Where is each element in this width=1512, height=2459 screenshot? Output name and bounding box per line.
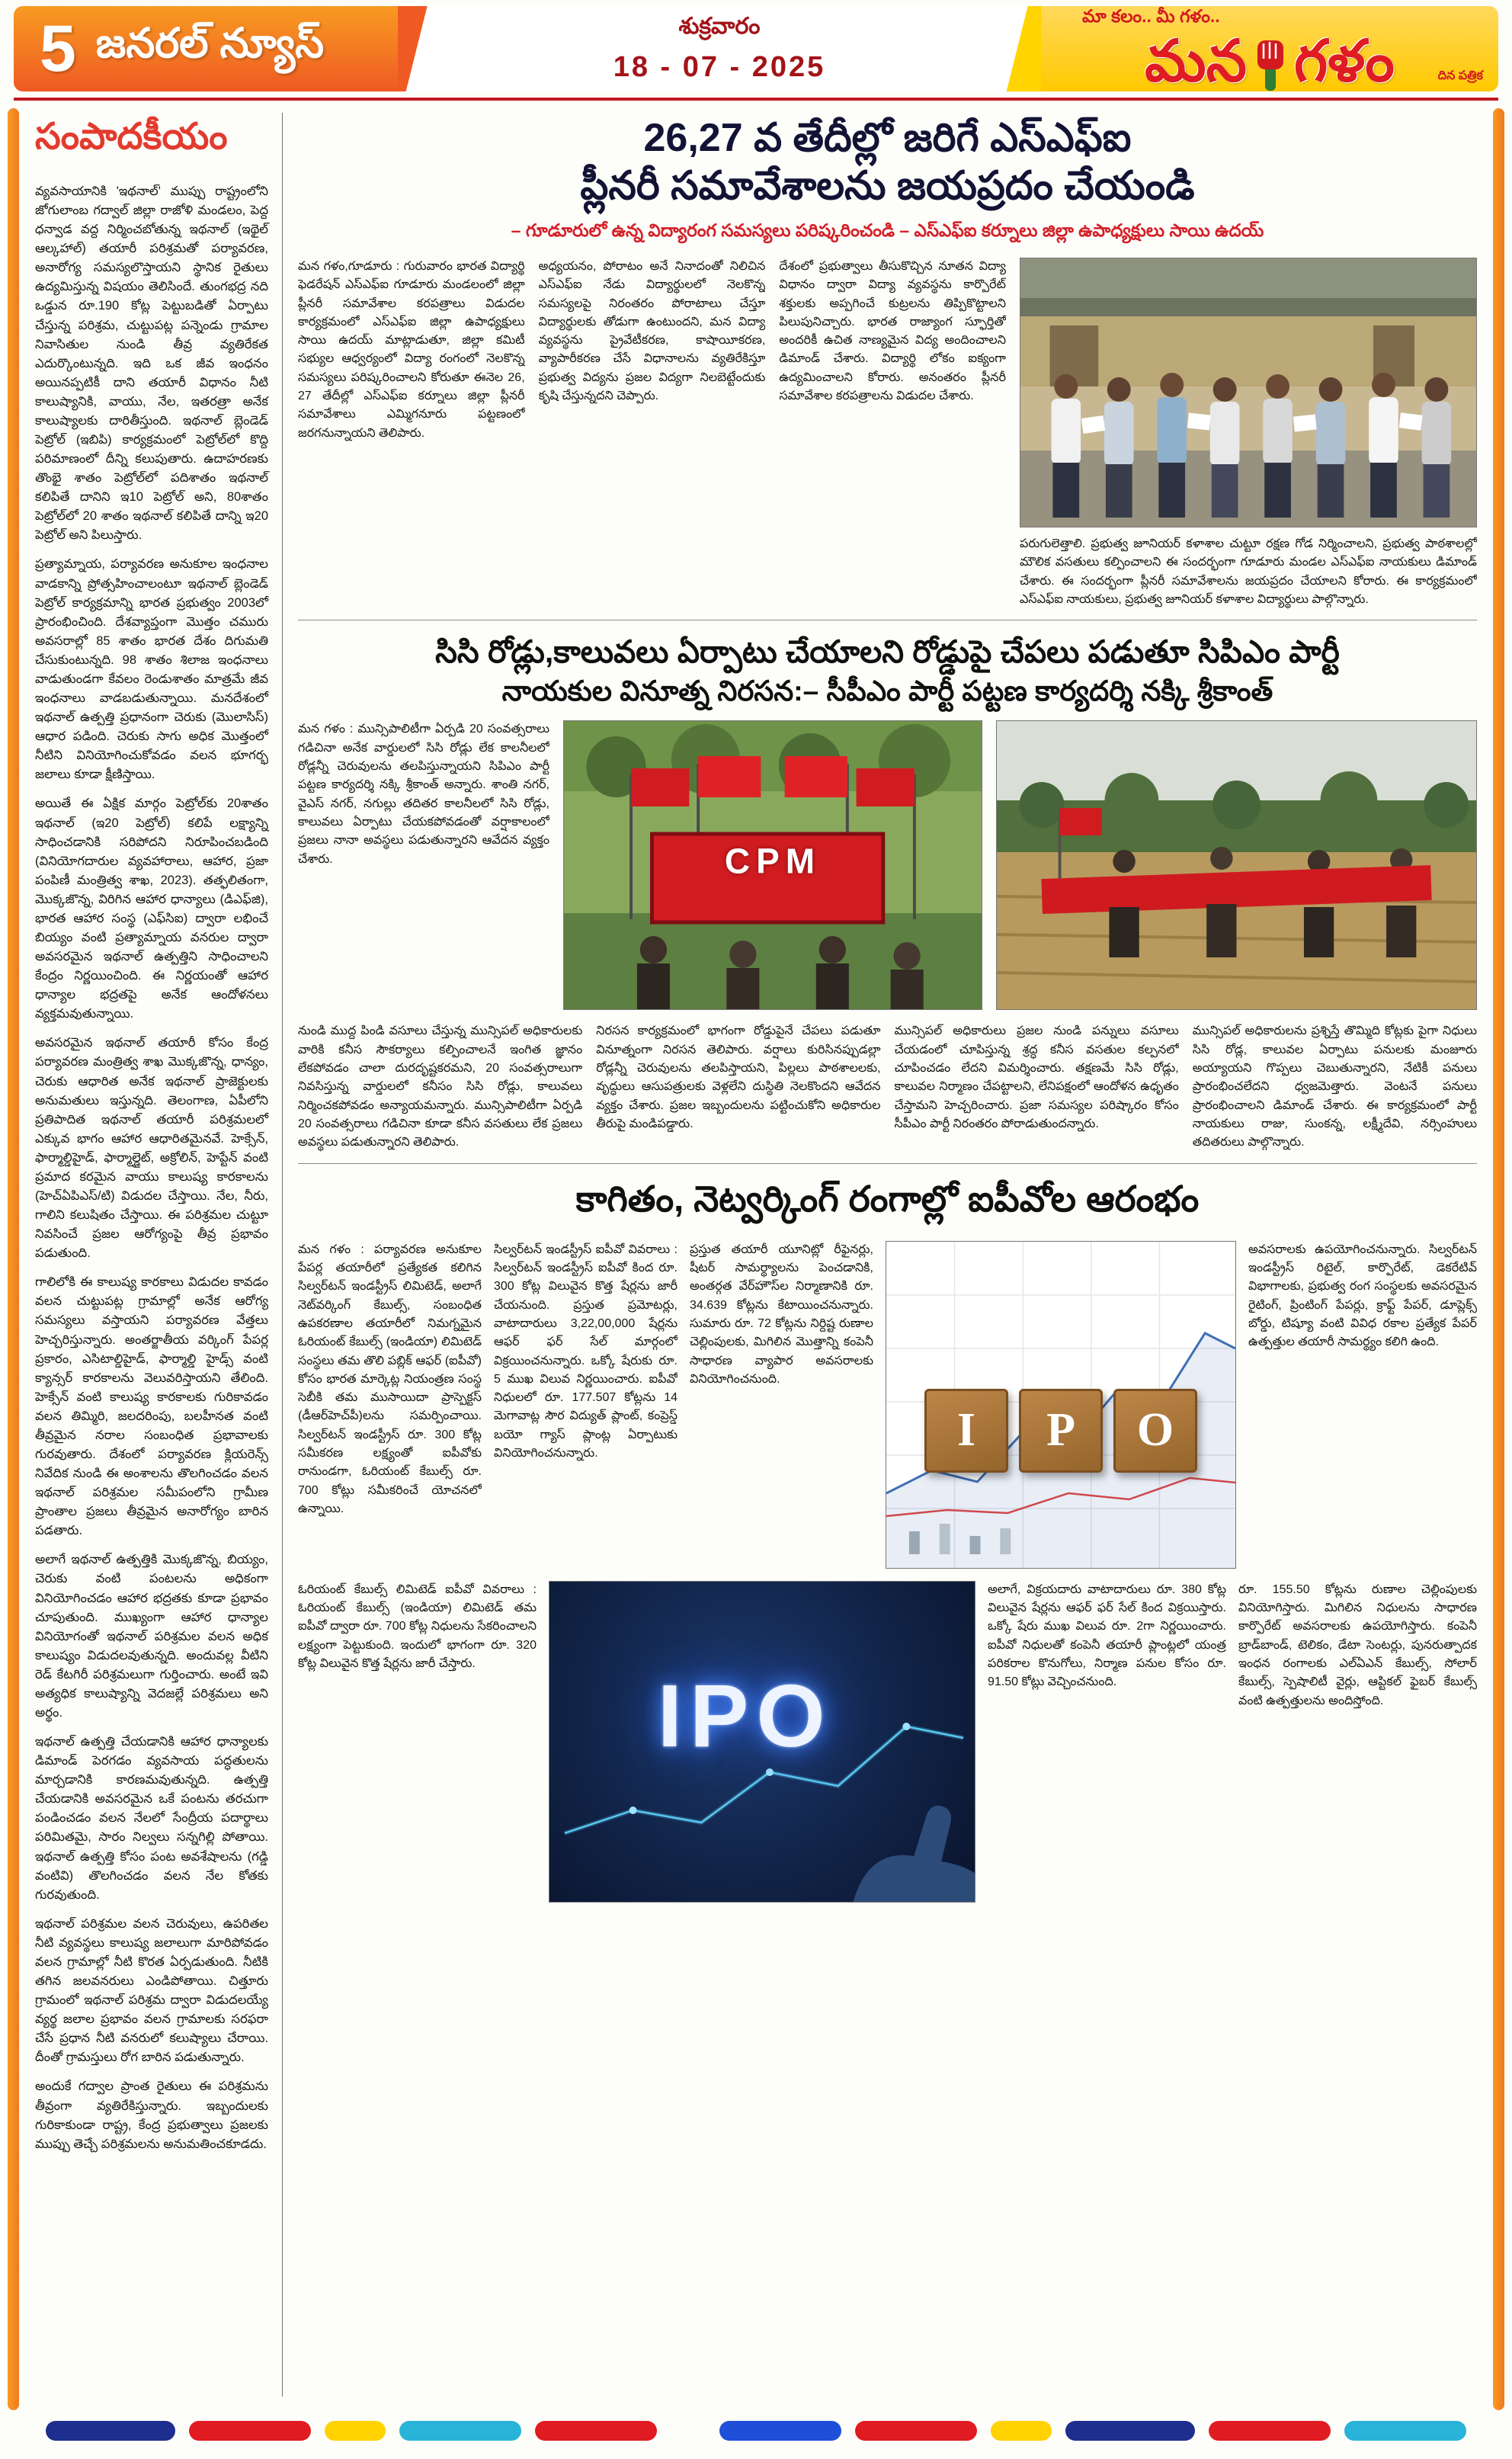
footer-color-bar — [325, 2421, 386, 2441]
weekday-label: శుక్రవారం — [678, 14, 761, 39]
footer-right-pills — [719, 2421, 1466, 2441]
story-divider — [298, 1163, 1477, 1164]
story2-bottom-row — [298, 1022, 1477, 1152]
ipo-letter-blocks — [924, 1389, 1197, 1473]
editorial-paragraph: గాలిలోకి ఈ కాలుష్య కారకాలు విడుదల కావడం వలన చుట్టుపట్ల గ్రామాల్లో అనేక ఆరోగ్య సమస్యలు వస్తాయని పర్యావరణ వేత్తలు హెచ్చరిస్తున్నారు. అంతర్జాతీయ వర్కింగ్ పేపర్ల ప్రకారం, ఎసిటాల్డిహైడ్, ఫార్మాల్డి హైడ్స్ వంటి క్యాన్సర్ కారకాలను వెలువరిస్తాయని తేలింది. హెక్సేన్ వంటి కాలుష్య కారకాలకు గురికావడం వలన తిమ్మిరి, జలదరింపు, బలహీనత వంటి తీవ్రమైన నరాల సంబంధిత ప్రభావాలకు గురవుతారు. దేశంలో పర్యావరణ క్లియరెన్స్ నివేదిక నుండి ఈ అంశాలను తొలగించడం వలన ఇథనాల్ పరిశ్రమల సమీపంలోని గ్రామీణ ప్రాంతాల ప్రజలు తీవ్రమైన అనారోగ్యం బారిన పడతారు. — [35, 1275, 268, 1538]
left-edge-bar — [8, 108, 19, 2410]
header-divider — [998, 6, 1041, 91]
block-letter: O — [1136, 1404, 1174, 1457]
footer-color-bar — [855, 2421, 977, 2441]
editorial-column — [35, 113, 283, 2396]
section-title: జనరల్ న్యూస్ — [95, 21, 325, 66]
body-column: దేశంలో ప్రభుత్వాలు తీసుకొచ్చిన నూతన విద్యా విధానం ద్వారా విద్యా వ్యవస్థను కార్పొరేట్ శక్తులకు అప్పగించే కుట్రలను తిప్పికొట్టాలని పిలుపునిచ్చారు. భారత రాజ్యాంగ స్ఫూర్తితో అందరికీ ఉచిత నాణ్యమైన విద్య అందించాలని డిమాండ్ చేశారు. విద్యార్థి లోకం ఐక్యంగా ఉద్యమించాలని కోరారు. అనంతరం ప్లీనరీ సమావేశాల కరపత్రాలను విడుదల చేశారు. — [779, 259, 1006, 403]
right-edge-bar — [1493, 108, 1504, 2410]
footer-color-bar — [991, 2421, 1052, 2441]
footer-color-bar — [1209, 2421, 1331, 2441]
story-cpm-protest — [298, 631, 1477, 1153]
editorial-paragraph: అయితే ఈ ఏక్షిక మార్గం పెట్రోల్‌కు 20శాతం ఇథనాల్ (ఇ20 పెట్రోల్) కలిపే లక్ష్యాన్ని సాధించడానికి సరిపోదని నిరూపించబడింది (వినియోగదారుల వ్యవహారాలు, ఆహార, ప్రజా పంపిణీ మంత్రిత్వ శాఖ, 2023). తత్ఫలితంగా, మొక్కజొన్న, విరిగిన ఆహార ధాన్యాలు (డిఎఫ్‌జి), భారత ఆహార సంస్థ (ఎఫ్‌సిఐ) ద్వారా లభించే బియ్యం వంటి ప్రత్యామ్నాయ వనరుల ద్వారా అవసరమైన ఇథనాల్ ఉత్పత్తిని సాధించాలని కేంద్రం నిర్ణయించింది. ఈ నిర్ణయంతో ఆహార ధాన్యాల భద్రతపై అనేక ఆందోళనలు వ్యక్తమవుతున్నాయి. — [35, 797, 268, 1021]
body-column: అధ్యయనం, పోరాటం అనే నినాదంతో నిలిచిన ఎస్ఎఫ్ఐ నేడు విద్యార్థులలో నెలకొన్న సమస్యలపై నిరంతరం పోరాటాలు చేస్తూ విద్యార్థులకు తోడుగా ఉంటుందని, మన విద్యా వ్యవస్థను ప్రైవేటీకరణ, కాషాయీకరణ, వ్యాపారీకరణ చేసే విధానాలను వ్యతిరేకిస్తూ ప్రభుత్వ విద్యను ప్రజల విద్యగా నిలబెట్టేందుకు కృషి చేస్తున్నదని చెప్పారు. — [538, 259, 766, 403]
ipo-glow-photo — [549, 1581, 975, 1903]
story3-headline: కాగితం, నెట్వర్కింగ్ రంగాల్లో ఐపీవోల ఆరంభం — [575, 1178, 1200, 1219]
story2-headline-line2: నాయకుల వినూత్న నిరసన:– సీపీఎం పార్టీ పట్టణ కార్యదర్శి నక్కి శ్రీకాంత్ — [501, 675, 1273, 707]
story3-bottom-row — [298, 1581, 1477, 1903]
field-banner-protest-photo — [996, 720, 1477, 1010]
letter-block — [924, 1389, 1008, 1473]
header-divider — [398, 6, 440, 91]
footer-color-bar — [399, 2421, 521, 2441]
block-letter: P — [1046, 1404, 1075, 1457]
story2-headline-line1: సిసి రోడ్లు,కాలువలు ఏర్పాటు చేయాలని రోడ్డుపై చేపలు పడుతూ సిపిఎం పార్టీ — [435, 634, 1340, 670]
date-label: 18 - 07 - 2025 — [613, 51, 826, 83]
body-column: మున్సిపల్ అధికారులు ప్రజల నుండి పన్నులు వసూలు చేయడంలో చూపిస్తున్న శ్రద్ధ కనీస వసతుల కల్పనలో చూపించడం లేదని విమర్శించారు. తక్షణమే సిసి రోడ్లు, కాలువల నిర్మాణం చేపట్టాలని, లేనిపక్షంలో ఆందోళన ఉధృతం చేస్తామని హెచ్చరించారు. ప్రజా సమస్యల పరిష్కారం కోసం సీపీఎం పార్టీ నిరంతరం పోరాడుతుందన్నారు. — [894, 1024, 1179, 1131]
masthead-tagline: మా కలం.. మీ గళం.. — [1082, 6, 1220, 26]
photo-illustration — [997, 721, 1476, 1009]
body-column: నుండి ముద్ద పిండి వసూలు చేస్తున్న మున్సిపల్ అధికారులకు వారికి కనీస సౌకర్యాలు కల్పించాలనే ఇంగిత జ్ఞానం లేకపోవడం చాలా దురదృష్టకరమని, 20 సంవత్సరాలుగా నివసిస్తున్న వార్డులలో కనీసం సిసి రోడ్లు, కాలువలు నిర్మించకపోవడం అన్యాయమన్నారు. మున్సిపాలిటీగా ఏర్పడి 20 సంవత్సరాలు గడిచినా కూడా కనీస వసతులు లేక ప్రజలు అవస్థలు పడుతున్నారని తెలిపారు. — [298, 1024, 583, 1149]
page-header — [14, 6, 1498, 91]
story1-headline-line1: 26,27 వ తేదీల్లో జరిగే ఎస్ఎఫ్ఐ — [643, 116, 1132, 160]
stories-area — [298, 113, 1477, 2396]
body-column: మన గళం,గూడూరు : గురువారం భారత విద్యార్థి ఫెడరేషన్ ఎస్ఎఫ్ఐ గూడూరు మండలంలో జిల్లా ప్లీనరీ సమావేశాల కరపత్రాలు విడుదల కార్యక్రమంలో ఎస్ఎఫ్ఐ జిల్లా ఉపాధ్యక్షులు సాయి ఉదయ్ మాట్లాడుతూ, జిల్లా కమిటీ సభ్యుల ఆధ్వర్యంలో విద్యా రంగంలో నెలకొన్న సమస్యలు పరిష్కరించాలని కోరుతూ ఈనెల 26, 27 తేదీల్లో ఎస్ఎఫ్ఐ కర్నూలు జిల్లా ప్లీనరీ సమావేశాలు ఎమ్మిగనూరు పట్టణంలో జరగనున్నాయని తెలిపారు. — [298, 259, 525, 440]
body-column: ఓరియంట్ కేబుల్స్ లిమిటెడ్ ఐపీవో వివరాలు : ఓరియంట్ కేబుల్స్ (ఇండియా) లిమిటెడ్ తమ ఐపీవో ద్వారా రూ. 700 కోట్ల నిధులను సేకరించాలని లక్ష్యంగా పెట్టుకుంది. ఇందులో భాగంగా రూ. 320 కోట్ల విలువైన కొత్త షేర్లను జారీ చేస్తారు. — [298, 1582, 537, 1670]
ipo-wooden-blocks-photo — [886, 1241, 1236, 1569]
story1-photo-block — [1020, 258, 1477, 609]
photo-illustration — [1020, 258, 1476, 527]
masthead-subtitle: దిన పత్రిక — [1437, 69, 1483, 82]
cpm-banner-text: CPM — [724, 842, 822, 882]
body-column: పరుగులెత్తాలి. ప్రభుత్వ జూనియర్ కళాశాల చుట్టూ రక్షణ గోడ నిర్మించాలని, ప్రభుత్వ పాఠశాలల్లో మౌలిక వసతులు కల్పించాలని ఈ సందర్భంగా గూడూరు మండల ఎస్ఎఫ్ఐ నాయకులు డిమాండ్ చేశారు. ఈ సందర్భంగా ప్లీనరీ సమావేశాలను జయప్రదం చేయాలని కోరారు. ఈ కార్యక్రమంలో ఎస్ఎఫ్ఐ నాయకులు, ప్రభుత్వ జూనియర్ కళాశాల విద్యార్థులు పాల్గొన్నారు. — [1019, 537, 1477, 606]
body-column: మన గళం : పర్యావరణ అనుకూల పేపర్ల తయారీలో ప్రత్యేకత కలిగిన సిల్వర్‌టన్ ఇండస్ట్రీస్ లిమిటెడ్, అలాగే నెట్‌వర్కింగ్ కేబుల్స్, సంబంధిత ఉపకరణాల తయారీలో నిమగ్నమైన ఓరియంట్ కేబుల్స్ (ఇండియా) లిమిటెడ్ సంస్థలు తమ తొలి పబ్లిక్ ఆఫర్ (ఐపీవో) కోసం భారత మార్కెట్ల నియంత్రణ సంస్థ సెబీకి తమ ముసాయిదా ప్రాస్పెక్టస్ (డీఆర్‌హెచ్‌పీ)లను సమర్పించాయి. సిల్వర్‌టన్ ఇండస్ట్రీస్ రూ. 300 కోట్ల సమీకరణ లక్ష్యంతో ఐపీవోకు రానుండగా, ఓరియంట్ కేబుల్స్ రూ. 700 కోట్లు సమీకరించే యోచనలో ఉన్నాయి. — [298, 1242, 482, 1516]
masthead-brand — [1145, 29, 1395, 92]
header-rule — [14, 98, 1498, 101]
cpm-flags-photo — [563, 720, 982, 1010]
page-content — [35, 113, 1477, 2396]
editorial-title: సంపాదకీయం — [35, 117, 228, 157]
story-sfi-plenary — [298, 113, 1477, 609]
body-column: సిల్వర్‌టన్ ఇండస్ట్రీస్ ఐపీవో వివరాలు : సిల్వర్‌టన్ ఇండస్ట్రీస్ ఐపీవో కింద రూ. 300 కోట్ల విలువైన కొత్త షేర్లను జారీ చేయనుంది. ప్రస్తుత ప్రమోటర్లు, వాటాదారులు 3,22,00,000 షేర్లను ఆఫర్ ఫర్ సేల్ మార్గంలో విక్రయించనున్నారు. ఒక్కో షేరుకు రూ. 5 ముఖ విలువ నిర్ణయించారు. ఐపీవో నిధులలో రూ. 177.507 కోట్లను 14 మెగావాట్ల సౌర విద్యుత్ ప్లాంట్, కంప్రెస్డ్ బయో గ్యాస్ ప్లాంట్ల ఏర్పాటుకు వినియోగించనున్నారు. — [494, 1242, 678, 1460]
page-number: 5 — [40, 12, 76, 85]
body-column: అలాగే, విక్రయదారు వాటాదారులు రూ. 380 కోట్ల విలువైన షేర్లను ఆఫర్ ఫర్ సేల్ కింద విక్రయిస్తారు. ఒక్కో షేరు ముఖ విలువ రూ. 2గా నిర్ణయించారు. ఐపీవో నిధులతో కంపెనీ తయారీ ప్లాంట్లలో యంత్ర పరికరాల కొనుగోలు, నిర్మాణ పనుల కోసం రూ. 91.50 కోట్లు వెచ్చించనుంది. — [988, 1582, 1226, 1689]
footer-color-bar — [719, 2421, 841, 2441]
editorial-paragraph: అందుకే గద్వాల ప్రాంత రైతులు ఈ పరిశ్రమను తీవ్రంగా వ్యతిరేకిస్తున్నారు. ఇబ్బందులకు గురికాకుండా రాష్ట్ర, కేంద్ర ప్రభుత్వాలు ప్రజలకు ముప్పు తెచ్చే పరిశ్రమలను అనుమతించకూడదు. — [35, 2079, 268, 2151]
brand-word-right: గళం — [1293, 29, 1395, 91]
editorial-paragraph: అలాగే ఇథనాల్ ఉత్పత్తికి మొక్కజొన్న, బియ్యం, చెరుకు వంటి పంటలను అధికంగా వినియోగించడం ఆహార భద్రతకు కూడా ప్రభావం చూపుతుంది. ముఖ్యంగా ఆహార ధాన్యాల వినియోగంతో ఇథనాల్ పరిశ్రమల వలన అధిక కాలుష్యం విడుదలవుతున్నది. అందువల్ల వీటిని రెడ్ కేటగిరీ పరిశ్రమలుగా గుర్తించారు. అంటే ఇవి అత్యధిక కాలుష్యాన్ని వెదజల్లే పరిశ్రమలు అని అర్థం. — [35, 1553, 268, 1720]
body-column: ప్రస్తుత తయారీ యూనిట్లో రీఫైనర్లు, షీటర్ సామర్థ్యాలను పెంచడానికి, అంతర్గత వేర్‌హౌస్‌ల నిర్మాణానికి రూ. 34.639 కోట్లను కేటాయించనున్నారు. సుమారు రూ. 72 కోట్లను నిర్దిష్ట రుణాల చెల్లింపులకు, మిగిలిన మొత్తాన్ని కంపెనీ సాధారణ వ్యాపార అవసరాలకు వినియోగించనుంది. — [690, 1242, 873, 1386]
body-column: రూ. 155.50 కోట్లను రుణాల చెల్లింపులకు వినియోగిస్తారు. మిగిలిన నిధులను సాధారణ కార్పొరేట్ అవసరాలకు ఉపయోగిస్తారు. కంపెనీ బ్రాడ్‌బాండ్, టెలికం, డేటా సెంటర్లు, పునరుత్పాదక ఇంధన రంగాలకు ఎల్‌ఏఎన్ కేబుల్స్, సోలార్ కేబుల్స్, స్పెషాలిటీ వైర్లు, ఆప్టికల్ ఫైబర్ కేబుల్స్ వంటి ఉత్పత్తులను అందిస్తోంది. — [1238, 1582, 1477, 1707]
letter-block — [1019, 1389, 1103, 1473]
block-letter: I — [956, 1404, 976, 1457]
story1-headline-line2: ప్లీనరీ సమావేశాలను జయప్రదం చేయండి — [580, 164, 1195, 209]
footer-color-bar — [189, 2421, 311, 2441]
brand-word-left: మన — [1145, 29, 1247, 91]
footer-color-bar — [46, 2421, 175, 2441]
body-column: నిరసన కార్యక్రమంలో భాగంగా రోడ్డుపైనే చేపలు పడుతూ వినూత్నంగా నిరసన తెలిపారు. వర్షాలు కురిసినప్పుడల్లా రోడ్లన్నీ చెరువులను తలపిస్తాయని, పిల్లలు పాఠశాలలకు, వృద్ధులు ఆసుపత్రులకు వెళ్లలేని దుస్థితి నెలకొందని ఆవేదన వ్యక్తం చేశారు. ప్రజల ఇబ్బందులను పట్టించుకోని అధికారుల తీరుపై మండిపడ్డారు. — [596, 1024, 881, 1131]
editorial-paragraph: ప్రత్యామ్నాయ, పర్యావరణ అనుకూల ఇంధనాల వాడకాన్ని ప్రోత్సహించాలంటూ ఇథనాల్ బ్లెండెడ్ పెట్రోల్ కార్యక్రమాన్ని భారత ప్రభుత్వం 2003లో ప్రారంభించింది. దేశవ్యాప్తంగా మొత్తం చమురు అవసరాల్లో 85 శాతం భారత దేశం దిగుమతి చేసుకుంటున్నది. 98 శాతం శిలాజ ఇంధనాలు వాడుతుండగా కేవలం రెండుశాతం మాత్రమే జీవ ఇంధనాలు వాడబడుతున్నాయి. మనదేశంలో ఇథనాల్ ఉత్పత్తి ప్రధానంగా చెరుకు (మొలాసిస్) ఆధార పడింది. చెరుకు సాగు అధిక మొత్తంలో నీటిని వినియోగించుకోవడం వలన భూగర్భ జలాలు కూడా క్షీణిస్తాయి. — [35, 557, 268, 782]
story2-top-row — [298, 720, 1477, 1010]
header-dateline — [440, 6, 998, 91]
editorial-paragraph: అవసరమైన ఇథనాల్ తయారీ కోసం కేంద్ర పర్యావరణ మంత్రిత్వ శాఖ మొక్కజొన్న, ధాన్యం, చెరుకు ఆధారిత అనేక ఇథనాల్ ప్రాజెక్టులకు అనుమతులు ఇస్తున్నది. తెలంగాణ, ఏపీలోని ప్రతిపాదిత ఇథనాల్ తయారీ పరిశ్రమలలో ఎక్కువ భాగం ఆహార ఆధారితమైనవే. హెక్సేన్, ఫార్మాల్డిహైడ్, ఫార్మాల్డైట్, అక్రోలిన్, హెప్టేన్ వంటి ప్రమాద కరమైన వాయు కాలుష్య కారకాలను (హెచ్‌ఏపిఎస్/టి) విడుదల చేస్తాయి. నేల, నీరు, గాలిని కలుషితం చేస్తాయి. ఈ పరిశ్రమల చుట్టూ నివసించే ప్రజల ఆరోగ్యంపై తీవ్ర ప్రభావం పడుతుంది. — [35, 1036, 268, 1261]
masthead — [1041, 6, 1498, 91]
story1-subhead: – గూడూరులో ఉన్న విద్యారంగ సమస్యలు పరిష్కరించండి – ఎస్ఎఫ్ఐ కర్నూలు జిల్లా ఉపాధ్యక్షులు సాయి ఉదయ్ — [511, 220, 1264, 240]
story-ipo-news — [298, 1175, 1477, 1903]
footer-color-bar — [1065, 2421, 1195, 2441]
editorial-paragraph: ఇథనాల్ ఉత్పత్తి చేయడానికి ఆహార ధాన్యాలకు డిమాండ్ పెరగడం వ్యవసాయ పద్ధతులను మార్చడానికి కారణమవుతున్నది. ఉత్పత్తి చేయడానికి అవసరమైన ఒకే పంటను తరచుగా పండించడం వలన నేలలో సేంద్రీయ పదార్థాలు పరిమితమై, సారం నిల్వలు సన్నగిల్లి పోతాయి. ఇథనాల్ ఉత్పత్తి కోసం పంట అవశేషాలను (గడ్డి వంటివి) తొలగించడం వలన నేల కోతకు గురవుతుంది. — [35, 1735, 268, 1902]
header-left-band — [14, 6, 398, 91]
story1-body — [298, 258, 1477, 609]
footer-color-bar — [1344, 2421, 1466, 2441]
footer-left-pills — [46, 2421, 657, 2441]
story1-headline — [298, 114, 1477, 211]
story3-top-row — [298, 1241, 1477, 1569]
footer-color-bars — [46, 2421, 1466, 2441]
editorial-paragraph: ఇథనాల్ పరిశ్రమల వలన చెరువులు, ఉపరితల నీటి వ్యవస్థలు కాలుష్య జలాలుగా మారిపోవడం వలన గ్రామాల్లో నీటి కొరత ఏర్పడుతుంది. నీటికి తగిన జలవనరులు ఎండిపోతాయి. చిత్తూరు గ్రామంలో ఇథనాల్ పరిశ్రమ ద్వారా విడుదలయ్యే వ్యర్థ జలాల ప్రభావం వలన గ్రామాలకు సరఫరా చేసే ప్రధాన నీటి వనరులో కలుష్యాలు చేరాయి. దీంతో గ్రామస్తులు రోగ బారిన పడుతున్నారు. — [35, 1916, 268, 2065]
editorial-paragraph: వ్యవసాయానికి 'ఇథనాల్' ముప్పు రాష్ట్రంలోని జోగులాంబ గద్వాల్ జిల్లా రాజోళి మండలం, పెద్ద ధన్వాడ వద్ద నిర్మించబోతున్న ఇథనాల్ (ఇథైల్ ఆల్కహాల్) తయారీ పరిశ్రమతో పర్యావరణ, అనారోగ్య సమస్యలొస్తాయని స్థానిక రైతులు ఉద్యమిస్తున్న విషయం తెలిసిందే. తుంగభద్ర నది ఒడ్డున రూ.190 కోట్ల పెట్టుబడితో ఏర్పాటు చేస్తున్న పరిశ్రమ, చుట్టుపట్ల పన్నెండు గ్రామాల నివాసితుల నుండి తీవ్ర వ్యతిరేకత ఎదుర్కొంటున్నది. ఇది ఒక జీవ ఇంధనం అయినప్పటికీ దాని తయారీ విధానం నీటి కాలుష్యానికి, వాయు, నేల, ఇతరత్రా అనేక కాలుష్యాలకు దారితీస్తుంది. ఇథనాల్ బ్లెండెడ్ పెట్రోల్ (ఇబిపి) కార్యక్రమంలో పెట్రోల్‌లో కొద్ది పరిమాణంలో దీన్ని కలుపుతారు. ఉదాహరణకు తొంభై శాతం పెట్రోల్‌లో పదిశాతం ఇథనాల్ కలిపితే దానిని ఇ10 పెట్రోల్ అని, 80శాతం పెట్రోల్‌లో 20 శాతం ఇథనాల్ కలిపితే దాన్ని ఇ20 పెట్రోల్ అని పిలుస్తారు. — [35, 184, 268, 543]
footer-color-bar — [535, 2421, 657, 2441]
body-column: అవసరాలకు ఉపయోగించనున్నారు. సిల్వర్‌టన్ ఇండస్ట్రీస్ రిటైల్, కార్పొరేట్, డెకరేటివ్ విభాగాలకు, ప్రభుత్వ రంగ సంస్థలకు అవసరమైన రైటింగ్, ప్రింటింగ్ పేపర్లు, క్రాఫ్ట్ పేపర్, డూప్లెక్స్ బోర్డు, టిష్యూ వంటి వివిధ రకాల ప్రత్యేక పేపర్ ఉత్పత్తుల తయారీ సామర్థ్యం కలిగి ఉంది. — [1248, 1242, 1477, 1349]
letter-block — [1113, 1389, 1197, 1473]
body-column: మన గళం : మున్సిపాలిటీగా ఏర్పడి 20 సంవత్సరాలు గడిచినా అనేక వార్డులలో సిసి రోడ్లు లేక కాలనీలలో రోడ్లన్నీ చెరువులను తలపిస్తున్నాయని సిపిఎం పార్టీ పట్టణ కార్యదర్శి నక్కి శ్రీకాంత్ అన్నారు. శాంతి నగర్, వైఎస్ నగర్, నగుల్లు తదితర కాలనీలలో సిసి రోడ్లు, కాలువలు ఏర్పాటు చేయకపోవడంతో వర్షాకాలంలో ప్రజలు నానా అవస్థలు పడుతున్నారని ఆవేదన వ్యక్తం చేశారు. — [298, 723, 549, 866]
body-column: మున్సిపల్ అధికారులను ప్రశ్నిస్తే తొమ్మిది కోట్లకు పైగా నిధులు సిసి రోడ్ల, కాలువల ఏర్పాటు పనులకు మంజూరు అయ్యాయని గొప్పలు చెబుతున్నారని, నేటికీ పనులు ప్రారంభించలేదని ధ్వజమెత్తారు. వెంటనే పనులు ప్రారంభించాలని డిమాండ్ చేశారు. ఈ కార్యక్రమంలో పార్టీ నాయకులు రాజు, సుంకన్న, లక్ష్మీదేవి, నర్సింహులు తదితరులు పాల్గొన్నారు. — [1192, 1024, 1477, 1149]
raised-fist-logo-icon — [1250, 33, 1291, 92]
sfi-leaflet-release-photo — [1020, 258, 1477, 527]
ipo-glow-text: IPO — [657, 1666, 833, 1766]
